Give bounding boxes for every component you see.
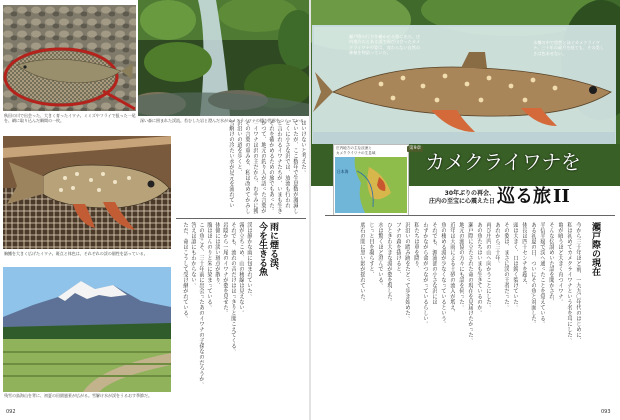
caption-aquarium-right: 水槽の中で悠然と泳ぐカメクライワナ。三十年の歳月を経ても、その美しさは色あせない。 bbox=[533, 40, 604, 56]
map-caption: 庄内地方の主な渓流と カメクライワナの生息域 bbox=[336, 146, 376, 155]
left-body-col-5: それを確かめるための旅でもあった。 bbox=[268, 120, 274, 214]
char-closeup-illustration bbox=[3, 136, 171, 249]
left-body-col-6: かつて、地元の釣り人が語った言葉が bbox=[260, 120, 266, 214]
right-body-col-11: 再び庄内の山へ向かうことにした。 bbox=[485, 222, 491, 310]
right-body-col-16: 魚の棲める淵が少なくなっているという。 bbox=[440, 222, 446, 327]
title-bold-text: 巡る旅 bbox=[497, 186, 551, 207]
right-body-col-18: わずかながら命がつながっているらしい。 bbox=[422, 222, 428, 327]
left-body-col-1: はいけないと考えた。 bbox=[300, 120, 306, 175]
right-body-col-10: あれから三十年。 bbox=[494, 222, 500, 266]
left-body-col-7: 「イワナは沢の主だから、むやみに獲 bbox=[252, 120, 258, 214]
left-body2-col-3: それでも、流れの音だけははっきりと聞こえてくる。 bbox=[230, 222, 236, 354]
photo-fish-in-net bbox=[3, 5, 136, 111]
right-section-heading: 瀬戸際の現在 bbox=[590, 222, 600, 276]
left-section-heading: 雨に煙る渓、 今を生きる魚 bbox=[257, 222, 278, 276]
caption-fish-in-net: 秋田の川で出会った、大きく育ったイワナ。ミミズやフライで狙った一尾を、網に取り込んだ瞬間の一枚。 bbox=[4, 113, 136, 123]
right-body-col-13: 瀬戸際に立たされた命の現在を見届けたかった。 bbox=[467, 222, 473, 343]
mountain-landscape-illustration bbox=[3, 267, 171, 392]
left-body2-col-7: この魚こそ、三十年前に出会ったあのイワナの子孫なのだろうか。 bbox=[198, 222, 204, 387]
subtitle-line-1: 30年ぶりの再会、 bbox=[444, 190, 495, 197]
title-banner bbox=[311, 144, 620, 186]
right-body-col-15: 近年は大雨による土砂の流入が増え、 bbox=[449, 222, 455, 316]
right-body-col-24: じっと目を凝らすと、 bbox=[368, 222, 374, 277]
title-main: カメクライワナを bbox=[425, 150, 581, 174]
right-body-col-17: それでも、源流部の小さな沢には bbox=[431, 222, 437, 305]
right-body-col-19: 私たちは車を降り、 bbox=[413, 222, 419, 272]
left-body-col-2: ていたが、ここ数年で生息数が激減し bbox=[292, 120, 298, 214]
right-body-col-23: 水は驚くほど澄んでいる。 bbox=[377, 222, 383, 288]
left-body2-col-5: 体側には淡い斑点が散り、 bbox=[214, 222, 220, 288]
right-page-number: 093 bbox=[601, 409, 611, 415]
left-body-col-8: その言葉の重みを、私は改めてかみし bbox=[244, 120, 250, 214]
forest-stream-illustration bbox=[138, 0, 310, 116]
caption-char-closeup: 胸鰭を大きく広げたイワナ。斑点と体色は、それぞれの渓の個性を語っている。 bbox=[4, 251, 148, 256]
right-body-col-8: 頭は大きく、口は鋭く裂けていた。 bbox=[512, 222, 518, 310]
series-badge: 第9章 bbox=[409, 146, 422, 151]
right-body-col-21: ブナの森を抜けると、 bbox=[395, 222, 401, 277]
right-body-col-5: 半信半疑で渓へ通ったことを覚えている。 bbox=[539, 222, 545, 327]
photo-char-closeup bbox=[3, 136, 171, 249]
right-page bbox=[311, 0, 620, 420]
left-page-number: 092 bbox=[6, 409, 16, 415]
left-body-col-9: 沢沿いの道を歩くと、 bbox=[236, 120, 242, 175]
photo-forest-stream bbox=[138, 0, 310, 116]
caption-aquarium-left: 瀬戸際の行方を確かめる旅に出た。庄内地方のとある渓で再び出会ったカメクライワナの姿は、変わらない自然の神秘を物語っていた。 bbox=[349, 34, 421, 56]
caption-forest-stream: 深い森に囲まれた渓流。苔むした岩と澄んだ水がカメクライワナの棲む世界をつくっている。 bbox=[140, 118, 308, 123]
right-body-col-25: 底石の間に黒い影が揺れていた。 bbox=[359, 222, 365, 305]
right-body-col-4: そんな伝説めいた話を聞かされ、 bbox=[548, 222, 554, 305]
right-body-col-3: 亀が喰うほど大きく育つイワナ。 bbox=[557, 222, 563, 305]
right-body-col-6: ある初夏の日、ついにその魚と対面した。 bbox=[530, 222, 536, 327]
left-body-col-10: 雪解けの冷たい水が足元を流れてい bbox=[228, 120, 234, 208]
map-sea-label: 日本海 bbox=[337, 169, 349, 174]
left-body2-col-6: 腹はほんのりと朱に染まっている。 bbox=[206, 222, 212, 310]
right-body-col-12: あの魚たちはいまも生きているのか。 bbox=[476, 222, 482, 316]
left-heading-rule bbox=[176, 218, 306, 219]
left-body-block-bottom bbox=[176, 222, 252, 404]
title-rule bbox=[325, 215, 615, 216]
fish-in-net-illustration bbox=[3, 5, 136, 111]
right-body-col-9: その姿は、まさに渓の王者だった。 bbox=[503, 222, 509, 310]
left-body2-col-8: 答えは誰にもわからない。 bbox=[190, 222, 196, 288]
caption-mountain-landscape: 残雪の鳥海山を背に、初夏の田園風景が広がる。雪解け水が渓をうるおす季節だ。 bbox=[4, 393, 152, 398]
left-body2-col-1: 渓は静かな雨に包まれていた。 bbox=[246, 222, 252, 299]
left-body-col-3: とくに小さな沢では、放流も行われ bbox=[284, 120, 290, 208]
right-body-col-2: 私は初めてカメクライワナという名を耳にした。 bbox=[566, 222, 572, 343]
photo-mountain-landscape bbox=[3, 267, 171, 392]
left-body-col-4: と言われるイワナたちが、いまも生き bbox=[276, 120, 282, 214]
right-body-col-22: ひときわ大きな淵が姿を現した。 bbox=[386, 222, 392, 305]
right-body-col-7: 体長は四十センチを超え、 bbox=[521, 222, 527, 288]
right-body-col-20: 沢沿いの踏み跡をたどって歩き始めた。 bbox=[404, 222, 410, 321]
right-body-col-14: 地元の漁協の方々にも話を伺った。 bbox=[458, 222, 464, 310]
title-bold bbox=[497, 186, 619, 210]
right-body-block bbox=[325, 222, 581, 406]
right-body-col-1: 今から三十年ほど前、一九九〇年代のはじめに、 bbox=[575, 222, 581, 343]
left-body2-col-9: ただ、命はこうして受け継がれている。 bbox=[182, 222, 188, 321]
left-body-block-top bbox=[176, 120, 306, 214]
title-numeral: II bbox=[553, 186, 570, 207]
subtitle-line-2: 庄内の至宝に心震えた日 bbox=[428, 198, 495, 205]
left-body2-col-2: 霧が立ちこめ、山の稜線は見えない。 bbox=[238, 222, 244, 316]
left-body2-col-4: 岩陰から一尾のイワナが姿を見せた。 bbox=[222, 222, 228, 316]
